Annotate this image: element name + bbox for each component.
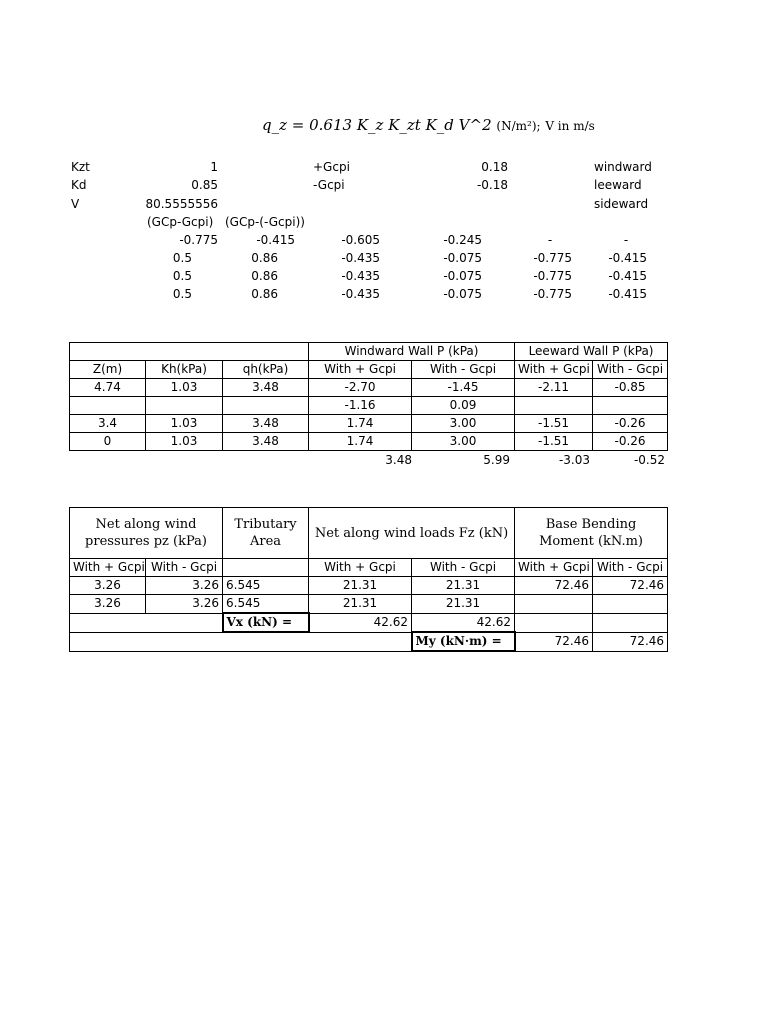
table-cell: -0.26 xyxy=(593,433,668,451)
column-header xyxy=(223,559,309,577)
wind-pressure-formula xyxy=(262,116,595,134)
table-cell: 1.74 xyxy=(309,433,412,451)
coef-cell: -0.435 xyxy=(341,251,380,265)
column-header: With + Gcpi xyxy=(515,361,593,379)
table-row xyxy=(70,397,668,415)
my-value: 72.46 xyxy=(515,632,593,651)
column-header: qh(kPa) xyxy=(223,361,309,379)
column-header: With + Gcpi xyxy=(309,361,412,379)
table-row xyxy=(70,379,668,397)
my-value: 72.46 xyxy=(593,632,668,651)
column-header: With + Gcpi xyxy=(515,559,593,577)
table-cell: 3.4 xyxy=(70,415,146,433)
column-header: With - Gcpi xyxy=(412,361,515,379)
table-cell: 72.46 xyxy=(593,577,668,595)
my-row xyxy=(70,632,668,651)
coef-cell: 0.5 xyxy=(172,269,192,283)
total-value: 3.48 xyxy=(385,453,412,467)
table-cell xyxy=(593,595,668,614)
table-cell: 1.03 xyxy=(146,433,223,451)
formula-v-note: V in m/s xyxy=(545,119,595,133)
vx-value: 42.62 xyxy=(412,613,515,632)
vx-label: Vx (kN) = xyxy=(223,613,309,632)
table-cell: 3.26 xyxy=(70,577,146,595)
table-row xyxy=(70,577,668,595)
column-header: With - Gcpi xyxy=(412,559,515,577)
table-cell xyxy=(223,397,309,415)
total-value: -0.52 xyxy=(633,453,665,467)
table-cell: 21.31 xyxy=(412,595,515,614)
table-cell: 21.31 xyxy=(309,577,412,595)
table-cell: 1.03 xyxy=(146,379,223,397)
kzt-label: Kzt xyxy=(71,160,90,174)
table-cell: 3.00 xyxy=(412,433,515,451)
table-cell: 6.545 xyxy=(223,595,309,614)
kzt-value: 1 xyxy=(210,160,218,174)
coef-cell: -0.605 xyxy=(341,233,380,247)
coef-cell: -0.415 xyxy=(608,251,647,265)
gcpi-minus-value: -0.18 xyxy=(476,178,508,192)
table-cell: 4.74 xyxy=(70,379,146,397)
vx-row xyxy=(70,613,668,632)
table-cell: 6.545 xyxy=(223,577,309,595)
coef-cell: 0.5 xyxy=(172,251,192,265)
formula-expression: q_z = 0.613 K_z K_zt K_d V^2 xyxy=(262,116,492,134)
formula-units: (N/m²); xyxy=(496,119,541,133)
kd-value: 0.85 xyxy=(191,178,218,192)
table-row xyxy=(70,595,668,614)
my-label: My (kN·m) = xyxy=(412,632,515,651)
table-row xyxy=(70,415,668,433)
column-header: With - Gcpi xyxy=(593,361,668,379)
table-cell: -0.26 xyxy=(593,415,668,433)
table-cell: 0 xyxy=(70,433,146,451)
table-cell: 72.46 xyxy=(515,577,593,595)
coef-cell: -0.245 xyxy=(443,233,482,247)
table-cell xyxy=(515,613,593,632)
table-cell: 3.48 xyxy=(223,379,309,397)
table-header-row xyxy=(70,508,668,559)
table-cell: 3.26 xyxy=(146,577,223,595)
tributary-area-header: Tributary Area xyxy=(223,508,309,559)
table-cell xyxy=(515,397,593,415)
table-cell xyxy=(593,613,668,632)
vx-value: 42.62 xyxy=(309,613,412,632)
coef-cell: -0.435 xyxy=(341,287,380,301)
table-cell xyxy=(70,613,223,632)
gcp-minus-gcpi-header: (GCp-Gcpi) xyxy=(147,215,214,229)
coef-cell: 0.86 xyxy=(251,269,278,283)
table-cell: -1.16 xyxy=(309,397,412,415)
kd-label: Kd xyxy=(71,178,87,192)
coef-cell: -0.775 xyxy=(179,233,218,247)
coef-cell: -0.415 xyxy=(608,287,647,301)
total-value: 5.99 xyxy=(483,453,510,467)
wall-pressure-table xyxy=(69,342,668,451)
table-cell xyxy=(146,397,223,415)
coef-cell: -0.775 xyxy=(533,287,572,301)
table-row xyxy=(70,343,668,361)
column-header: Z(m) xyxy=(70,361,146,379)
column-header: With + Gcpi xyxy=(70,559,146,577)
windward-wall-header: Windward Wall P (kPa) xyxy=(309,343,515,361)
table-header-row xyxy=(70,361,668,379)
coef-cell: -0.075 xyxy=(443,251,482,265)
table-cell: -1.45 xyxy=(412,379,515,397)
net-pressure-header: Net along wind pressures pz (kPa) xyxy=(70,508,223,559)
coef-cell: 0.5 xyxy=(172,287,192,301)
coef-cell: -0.415 xyxy=(608,269,647,283)
table-cell: 3.00 xyxy=(412,415,515,433)
coef-cell: -0.775 xyxy=(533,269,572,283)
coef-cell: -0.435 xyxy=(341,269,380,283)
coef-cell: -0.415 xyxy=(256,233,295,247)
coef-cell: - xyxy=(623,233,629,247)
gcpi-minus-label: -Gcpi xyxy=(313,178,345,192)
table-cell: 21.31 xyxy=(309,595,412,614)
table-row xyxy=(70,433,668,451)
coef-cell: - xyxy=(547,233,553,247)
table-cell xyxy=(593,397,668,415)
total-value: -3.03 xyxy=(558,453,590,467)
table-cell: 0.09 xyxy=(412,397,515,415)
table-cell: 1.03 xyxy=(146,415,223,433)
table-cell: -0.85 xyxy=(593,379,668,397)
table-cell xyxy=(70,343,309,361)
gcpi-plus-value: 0.18 xyxy=(481,160,508,174)
table-cell: 1.74 xyxy=(309,415,412,433)
gcp-plus-gcpi-header: (GCp-(-Gcpi)) xyxy=(225,215,305,229)
wind-load-table xyxy=(69,507,668,652)
table-cell: 3.48 xyxy=(223,433,309,451)
table-cell xyxy=(70,632,412,651)
gcpi-plus-label: +Gcpi xyxy=(313,160,350,174)
net-loads-header: Net along wind loads Fz (kN) xyxy=(309,508,515,559)
column-header: With + Gcpi xyxy=(309,559,412,577)
coef-cell: -0.075 xyxy=(443,269,482,283)
windward-label: windward xyxy=(594,160,652,174)
column-header: With - Gcpi xyxy=(146,559,223,577)
table-cell: -2.70 xyxy=(309,379,412,397)
table-header-row xyxy=(70,559,668,577)
table-cell: 3.48 xyxy=(223,415,309,433)
v-label: V xyxy=(71,197,80,211)
table-cell: -1.51 xyxy=(515,433,593,451)
coef-cell: 0.86 xyxy=(251,287,278,301)
table-cell xyxy=(70,397,146,415)
coef-cell: -0.775 xyxy=(533,251,572,265)
table-cell: 3.26 xyxy=(146,595,223,614)
column-header: Kh(kPa) xyxy=(146,361,223,379)
column-header: With - Gcpi xyxy=(593,559,668,577)
table-cell: 21.31 xyxy=(412,577,515,595)
leeward-wall-header: Leeward Wall P (kPa) xyxy=(515,343,668,361)
table-cell: -2.11 xyxy=(515,379,593,397)
table-cell: -1.51 xyxy=(515,415,593,433)
leeward-label: leeward xyxy=(594,178,642,192)
coef-cell: 0.86 xyxy=(251,251,278,265)
base-moment-header: Base Bending Moment (kN.m) xyxy=(515,508,668,559)
table-cell: 3.26 xyxy=(70,595,146,614)
v-value: 80.5555556 xyxy=(145,197,218,211)
table-cell xyxy=(515,595,593,614)
coef-cell: -0.075 xyxy=(443,287,482,301)
sideward-label: sideward xyxy=(594,197,649,211)
